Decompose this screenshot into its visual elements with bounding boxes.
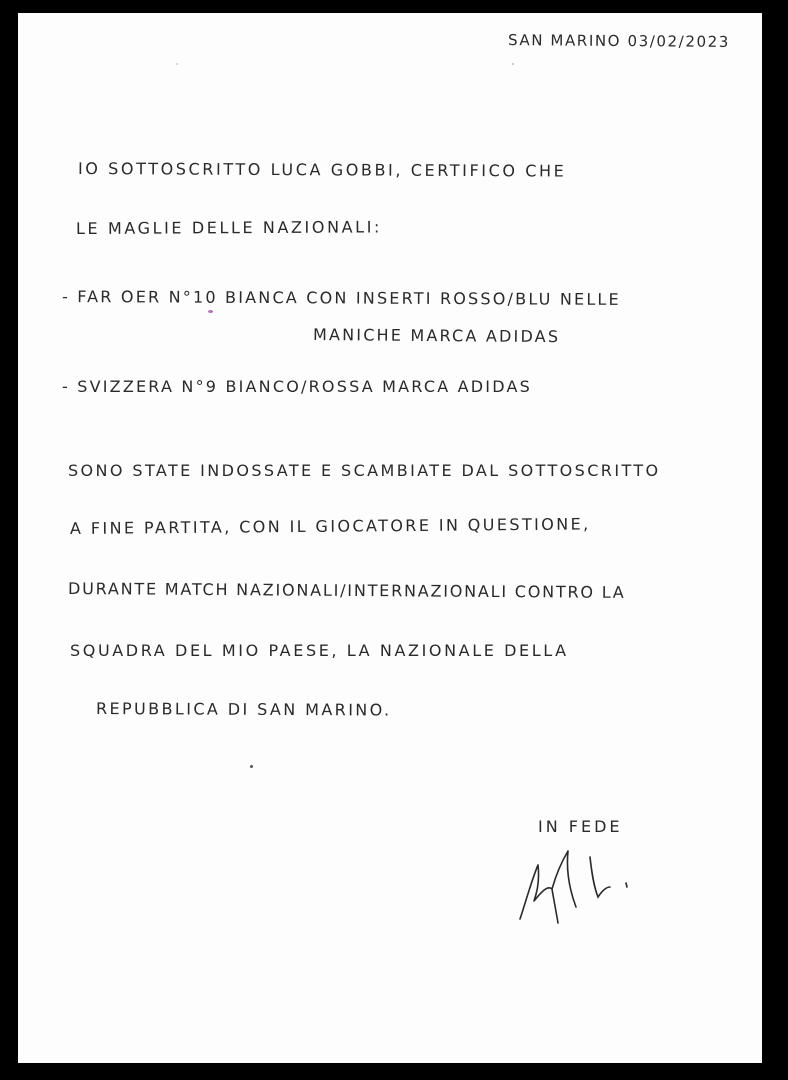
closing-text: IN FEDE	[538, 817, 623, 836]
ink-speck	[176, 63, 178, 65]
place-date: SAN MARINO 03/02/2023	[507, 31, 731, 51]
body-line: IO SOTTOSCRITTO LUCA GOBBI, CERTIFICO CHE	[77, 159, 567, 181]
signature	[496, 831, 636, 931]
body-line: DURANTE MATCH NAZIONALI/INTERNAZIONALI CONTRO LA	[67, 579, 626, 602]
body-line: MANICHE MARCA ADIDAS	[312, 325, 561, 347]
paper-sheet	[18, 13, 762, 1063]
body-line: - FAR OER N°10 BIANCA CON INSERTI ROSSO/BLU NELLE	[61, 287, 621, 309]
ink-speck	[208, 310, 213, 313]
ink-speck	[512, 63, 514, 65]
body-line: SQUADRA DEL MIO PAESE, LA NAZIONALE DELLA	[70, 641, 569, 660]
body-line: REPUBBLICA DI SAN MARINO.	[95, 699, 392, 720]
ink-speck	[250, 765, 253, 768]
body-line: SONO STATE INDOSSATE E SCAMBIATE DAL SOTTOSCRITTO	[68, 461, 661, 480]
body-line: LE MAGLIE DELLE NAZIONALI:	[75, 217, 383, 238]
body-line: - SVIZZERA N°9 BIANCO/ROSSA MARCA ADIDAS	[62, 377, 532, 396]
body-line: A FINE PARTITA, CON IL GIOCATORE IN QUESTIONE,	[69, 514, 591, 538]
